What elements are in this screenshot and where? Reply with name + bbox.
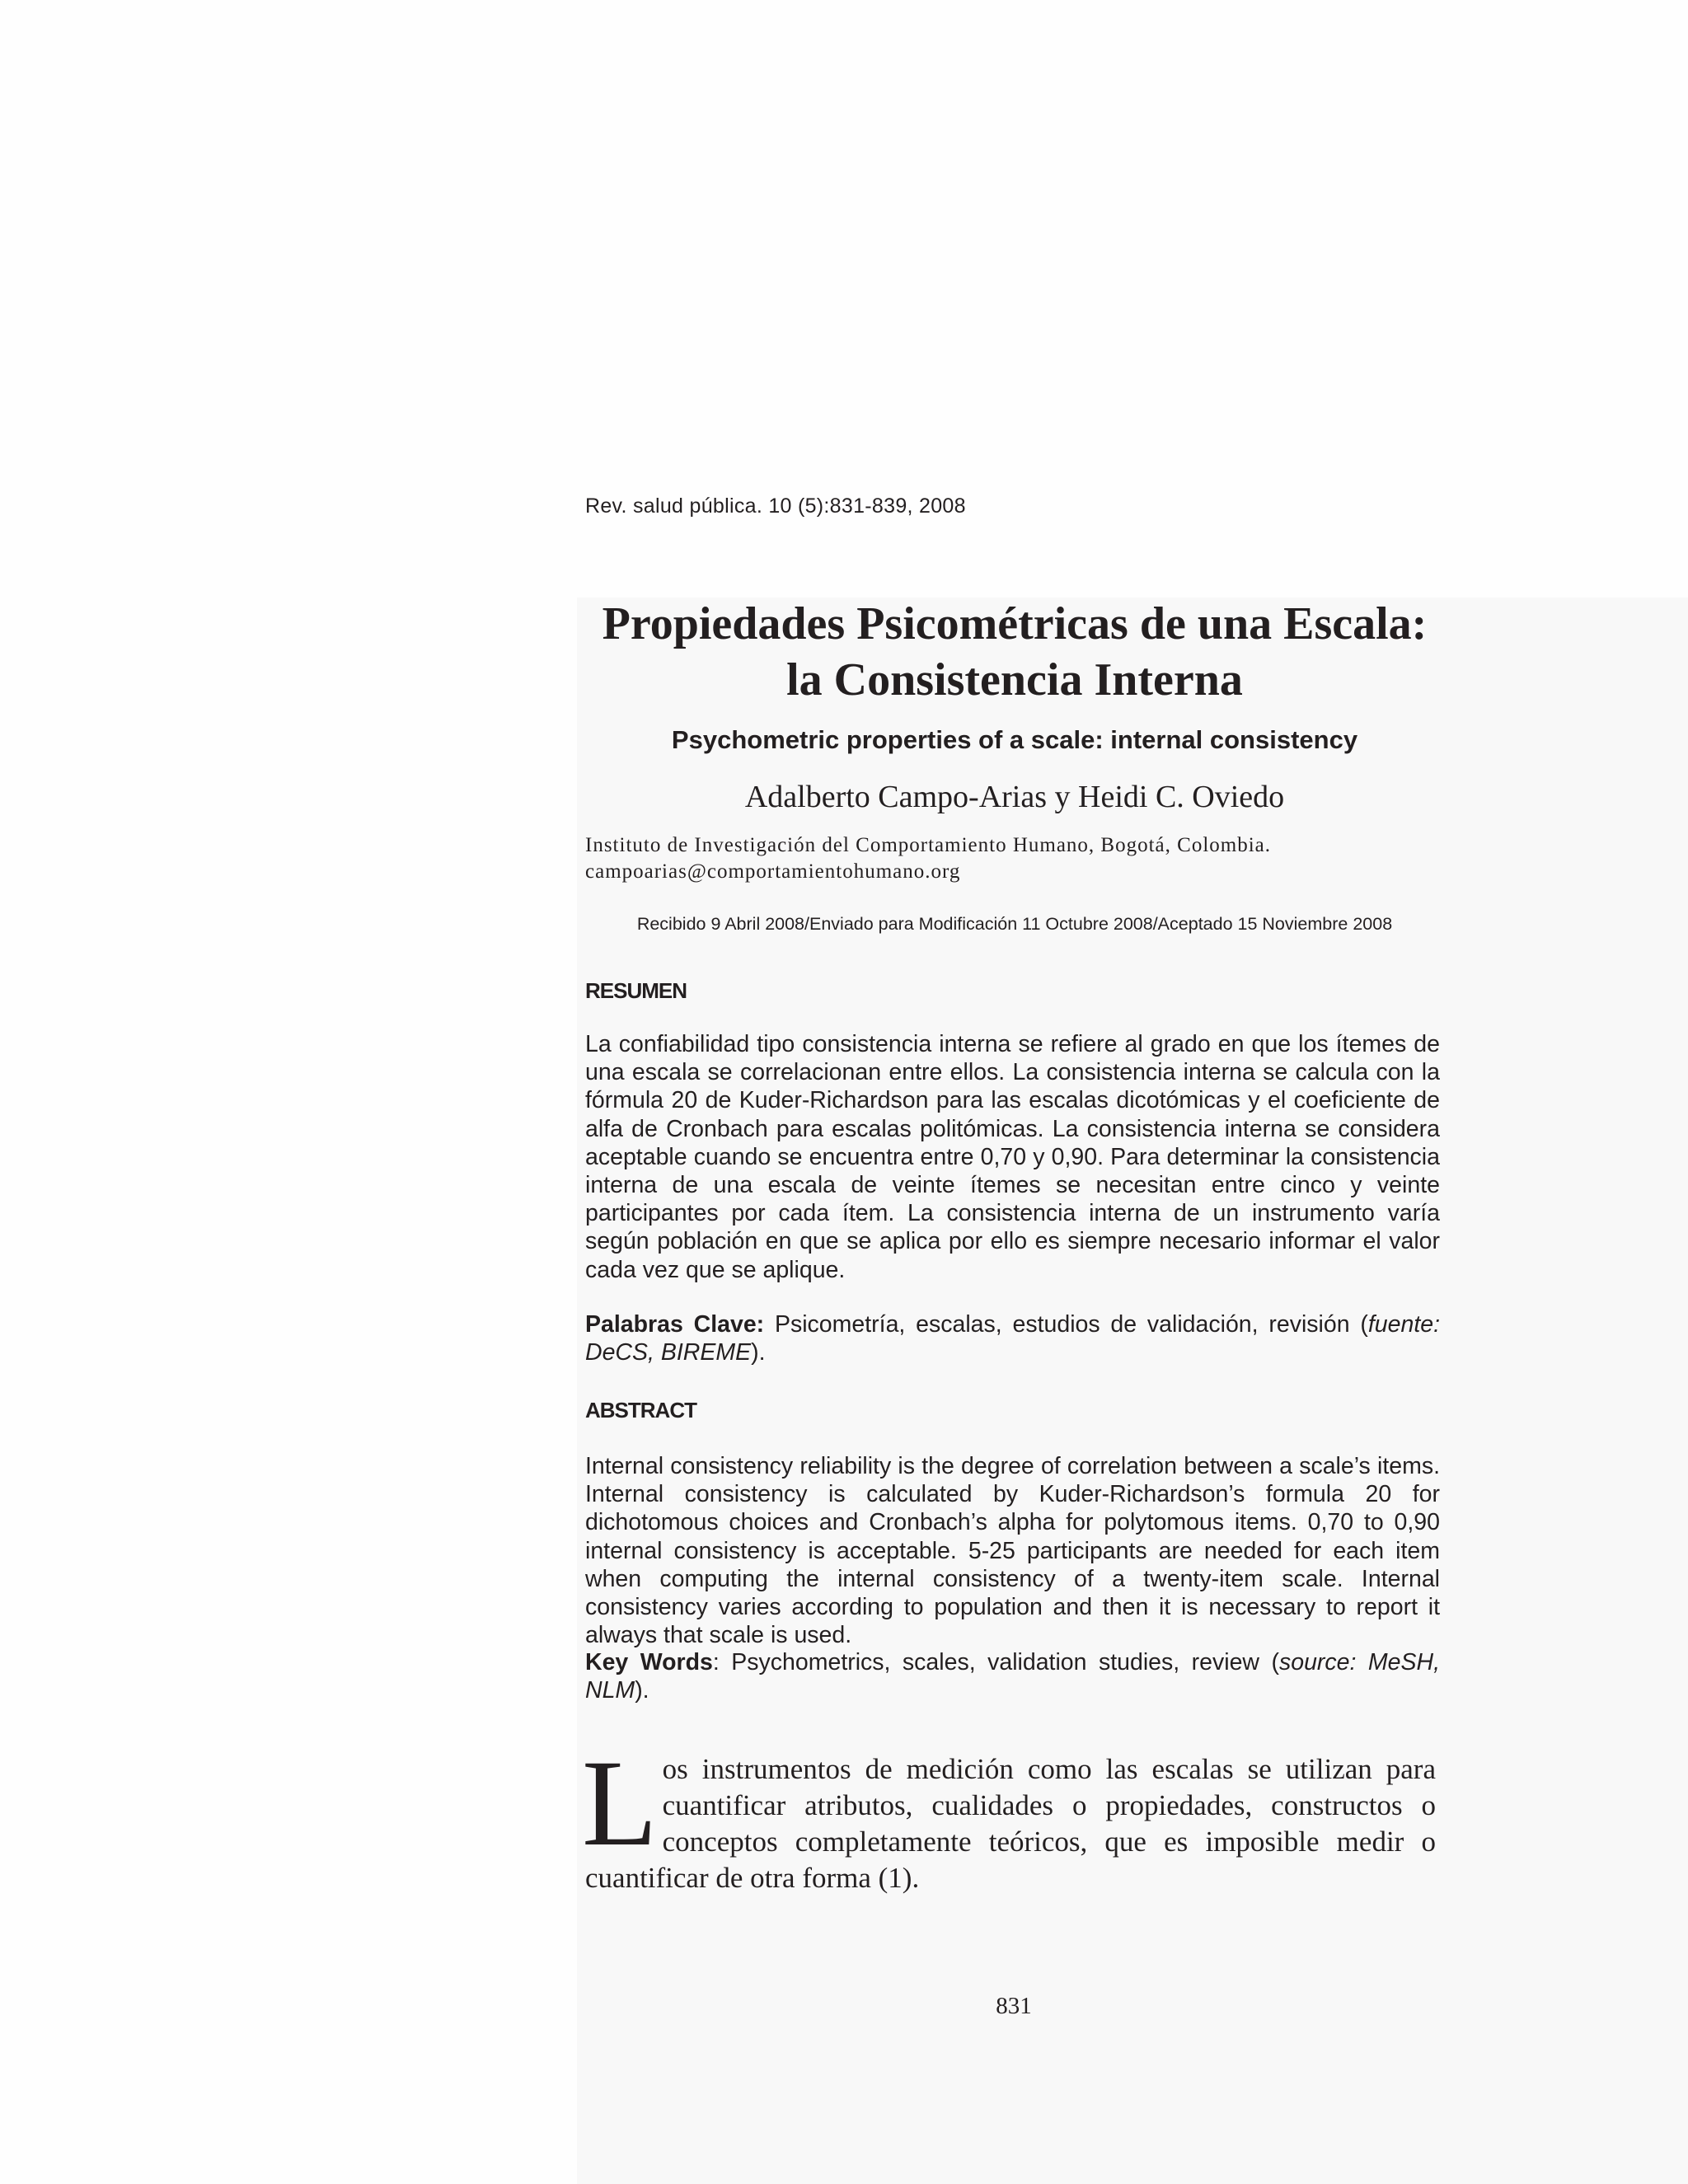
key-words-label: Key Words: [585, 1649, 713, 1675]
journal-reference: Rev. salud pública. 10 (5):831-839, 2008: [585, 494, 966, 518]
institution: Instituto de Investigación del Comportamiento Humano, Bogotá, Colombia.: [585, 834, 1271, 856]
keywords-label: Palabras Clave:: [585, 1311, 765, 1338]
abstract-body: Internal consistency reliability is the degree of correlation between a scale’s items. Internal consistency is calculated by Kuder-Richardson’s formula 20 for dichotomous choices and Cronbach’s alpha for polytomous items. 0,70 to 0,90 internal consistency is acceptable. 5-25 participants are needed for each item when computing the internal consistency of a twenty-item scale. Internal consistency varies according to population and then it is necessary to report it always that scale is used.: [585, 1453, 1440, 1649]
introduction-paragraph: [582, 1735, 1436, 1896]
key-words-source: source: MeSH, NLM: [585, 1649, 1440, 1704]
key-words-text: : Psychometrics, scales, validation studies, review (: [712, 1649, 1279, 1675]
resumen-keywords: [585, 1310, 1440, 1366]
introduction-text: os instrumentos de medición como las escalas se utilizan para cuantificar atributos, cualidades o propiedades, constructos o conceptos completamente teóricos, que es imposible medir o cuantificar de otra forma (1).: [585, 1753, 1436, 1894]
abstract-heading: ABSTRACT: [585, 1398, 696, 1422]
keywords-source: fuente: DeCS, BIREME: [585, 1311, 1440, 1366]
affiliation: [585, 832, 1271, 885]
keywords-end: ).: [751, 1339, 766, 1366]
key-words-end: ).: [635, 1677, 649, 1704]
abstract-keywords: [585, 1648, 1440, 1704]
page-number: 831: [996, 1993, 1032, 2019]
title-line-1: Propiedades Psicométricas de una Escala:: [602, 598, 1428, 649]
english-subtitle: Psychometric properties of a scale: internal consistency: [671, 725, 1358, 754]
submission-dates: Recibido 9 Abril 2008/Enviado para Modificación 11 Octubre 2008/Aceptado 15 Noviembre 2008: [636, 914, 1393, 934]
author-email: campoarias@comportamientohumano.org: [585, 860, 961, 883]
article-title: [585, 596, 1444, 708]
keywords-text: Psicometría, escalas, estudios de validación, revisión (: [764, 1311, 1368, 1338]
drop-cap: L: [582, 1735, 658, 1872]
authors: Adalberto Campo-Arias y Heidi C. Oviedo: [744, 780, 1285, 814]
title-line-2: la Consistencia Interna: [786, 654, 1243, 705]
resumen-body: La confiabilidad tipo consistencia interna se refiere al grado en que los ítemes de una escala se correlacionan entre ellos. La consistencia interna se calcula con la fórmula 20 de Kuder-Richardson para las escalas dicotómicas y el coeficiente de alfa de Cronbach para escalas politómicas. La consistencia interna se considera aceptable cuando se encuentra entre 0,70 y 0,90. Para determinar la consistencia interna de una escala de veinte ítemes se necesitan entre cinco y veinte participantes por cada ítem. La consistencia interna de un instrumento varía según población en que se aplica por ello es siempre necesario informar el valor cada vez que se aplique.: [585, 1031, 1440, 1283]
resumen-heading: RESUMEN: [585, 978, 687, 1003]
